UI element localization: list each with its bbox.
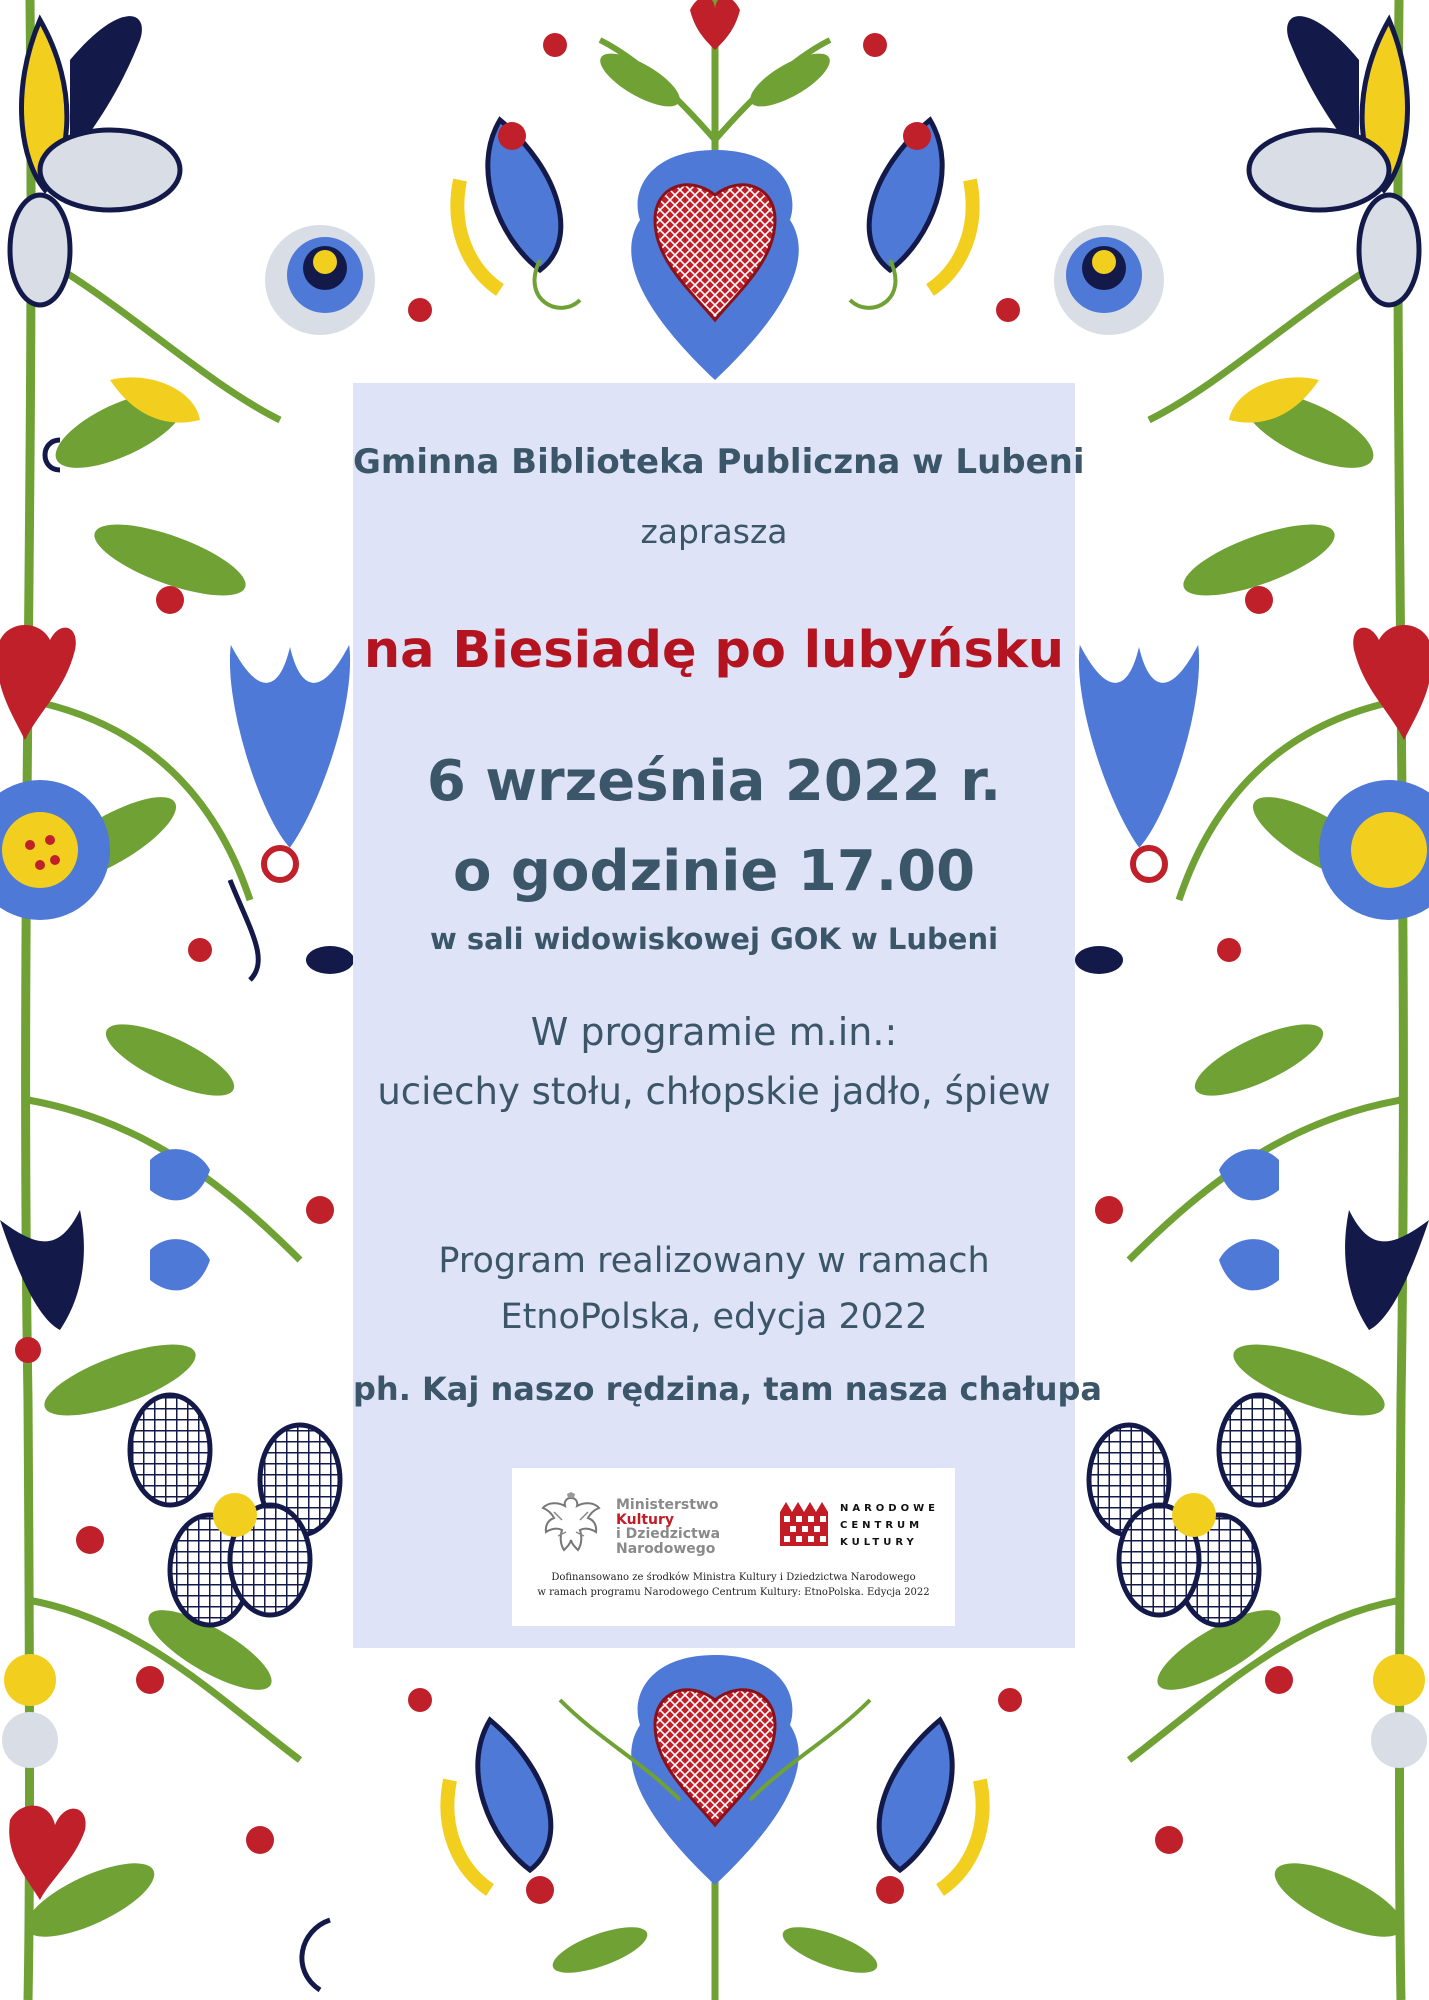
nck-logo-mark: [780, 1498, 828, 1546]
event-time: o godzinie 17.00: [452, 839, 976, 904]
funding-note: [512, 1571, 955, 1600]
ministry-line4: Narodowego: [616, 1541, 716, 1558]
event-title: na Biesiadę po lubyńsku: [363, 621, 1065, 680]
event-venue: w sali widowiskowej GOK w Lubeni: [429, 922, 999, 956]
ministry-line1: Ministerstwo: [616, 1497, 719, 1513]
program-note-line1: Program realizowany w ramach: [438, 1241, 990, 1281]
organizer-name: Gminna Biblioteka Publiczna w Lubeni: [353, 442, 1085, 482]
right-floral-border: [1054, 0, 1429, 2000]
left-floral-border: [0, 0, 375, 2000]
invites-text: zaprasza: [640, 512, 788, 551]
funding-line2: w ramach programu Narodowego Centrum Kultury: EtnoPolska. Edycja 2022: [537, 1586, 930, 1598]
sponsor-logos-box: [512, 1468, 955, 1626]
ministry-logo-text: [616, 1498, 720, 1557]
nck-line1: NARODOWE: [840, 1503, 939, 1514]
nck-line2: CENTRUM: [840, 1520, 924, 1531]
program-items: uciechy stołu, chłopskie jadło, śpiew: [377, 1070, 1051, 1113]
polish-eagle-emblem: [540, 1492, 602, 1558]
funding-line1: Dofinansowano ze środków Ministra Kultury i Dziedzictwa Narodowego: [551, 1572, 916, 1583]
program-heading: W programie m.in.:: [530, 1010, 898, 1054]
ministry-line3: i Dziedzictwa: [616, 1526, 721, 1543]
nck-line3: KULTURY: [840, 1537, 918, 1548]
nck-logo-text: [840, 1500, 939, 1551]
program-motto: ph. Kaj naszo rędzina, tam nasza chałupa: [353, 1370, 1102, 1408]
top-heart-ornament: [408, 0, 1020, 380]
bottom-heart-ornament: [408, 1655, 1022, 2000]
event-date: 6 września 2022 r.: [426, 749, 1002, 814]
ministry-line2: Kultury: [616, 1511, 675, 1528]
program-note-line2: EtnoPolska, edycja 2022: [500, 1297, 928, 1337]
